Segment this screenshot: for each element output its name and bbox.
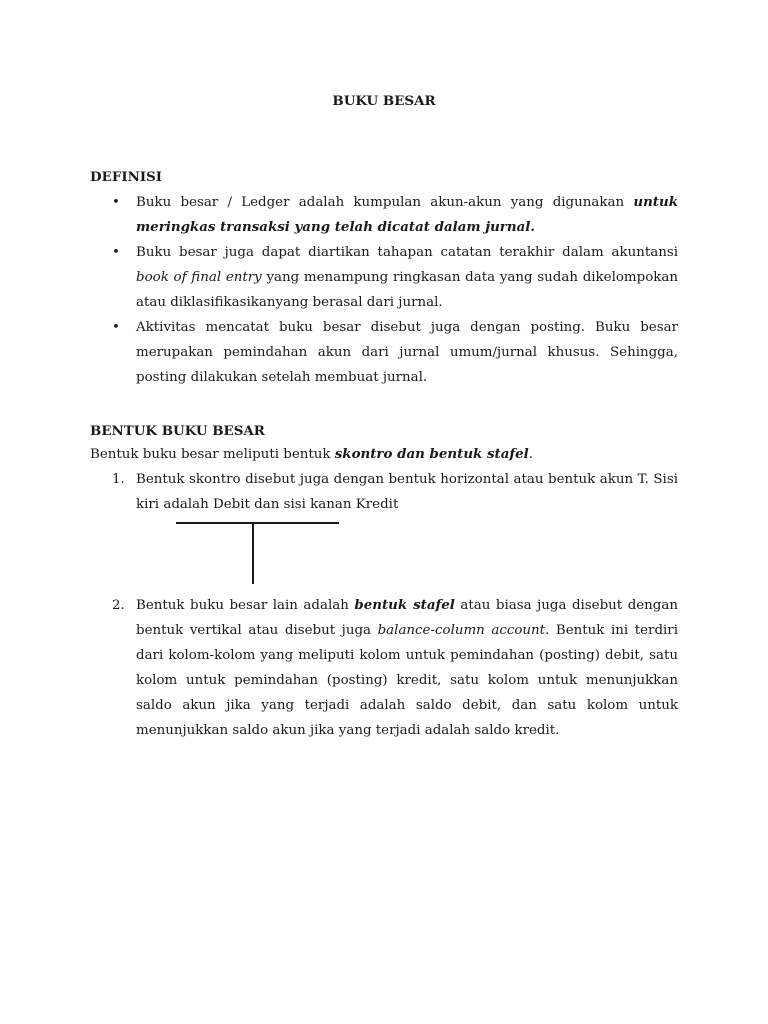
section-heading-bentuk: BENTUK BUKU BESAR (90, 423, 265, 439)
bentuk-list-2 (90, 593, 678, 743)
list-item (90, 593, 678, 743)
bullet-icon: • (112, 195, 120, 210)
list-number: 2. (112, 598, 125, 613)
section-heading-definisi: DEFINISI (90, 169, 163, 185)
bullet-icon: • (112, 245, 120, 260)
list-item-text: Buku besar juga dapat diartikan tahapan catatan terakhir dalam akuntansi (136, 245, 678, 260)
list-item-italic: balance-column account (377, 623, 546, 638)
list-item-text-end: . Bentuk ini terdiri dari kolom-kolom yang meliputi kolom untuk pemindahan (posting) debit, satu kolom untuk pemindahan (posting) kredit, satu kolom untuk menunjukkan saldo akun jika yang terjadi adalah saldo debit, dan satu kolom untuk menunjukkan saldo akun jika yang terjadi adalah saldo kredit. (136, 623, 678, 738)
intro-text: Bentuk buku besar meliputi bentuk (90, 447, 335, 462)
list-item-italic: book of final entry (136, 270, 262, 285)
list-item-emphasis: bentuk stafel (354, 597, 455, 613)
bullet-icon: • (112, 320, 120, 335)
list-item-text-continued: atau biasa juga disebut dengan bentuk vertikal atau disebut juga (136, 598, 678, 638)
list-item-text: Bentuk skontro disebut juga dengan bentuk horizontal atau bentuk akun T. Sisi kiri adalah Debit dan sisi kanan Kredit (136, 472, 678, 512)
intro-text-end: . (528, 447, 534, 462)
list-number: 1. (112, 472, 125, 487)
page-title: BUKU BESAR (332, 93, 436, 109)
list-item-emphasis: untuk meringkas transaksi yang telah dicatat dalam jurnal. (136, 194, 678, 235)
list-item-text: Bentuk buku besar lain adalah (136, 598, 355, 613)
list-item-text-continued: yang menampung ringkasan data yang sudah dikelompokan atau diklasifikasikanyang berasal dari jurnal. (136, 270, 678, 310)
list-item-text: Buku besar / Ledger adalah kumpulan akun-akun yang digunakan (136, 195, 634, 210)
list-item-text: Aktivitas mencatat buku besar disebut juga dengan posting. Buku besar merupakan pemindahan akun dari jurnal umum/jurnal khusus. Sehingga, posting dilakukan setelah membuat jurnal. (136, 320, 678, 385)
intro-emphasis: skontro dan bentuk stafel (334, 446, 529, 462)
